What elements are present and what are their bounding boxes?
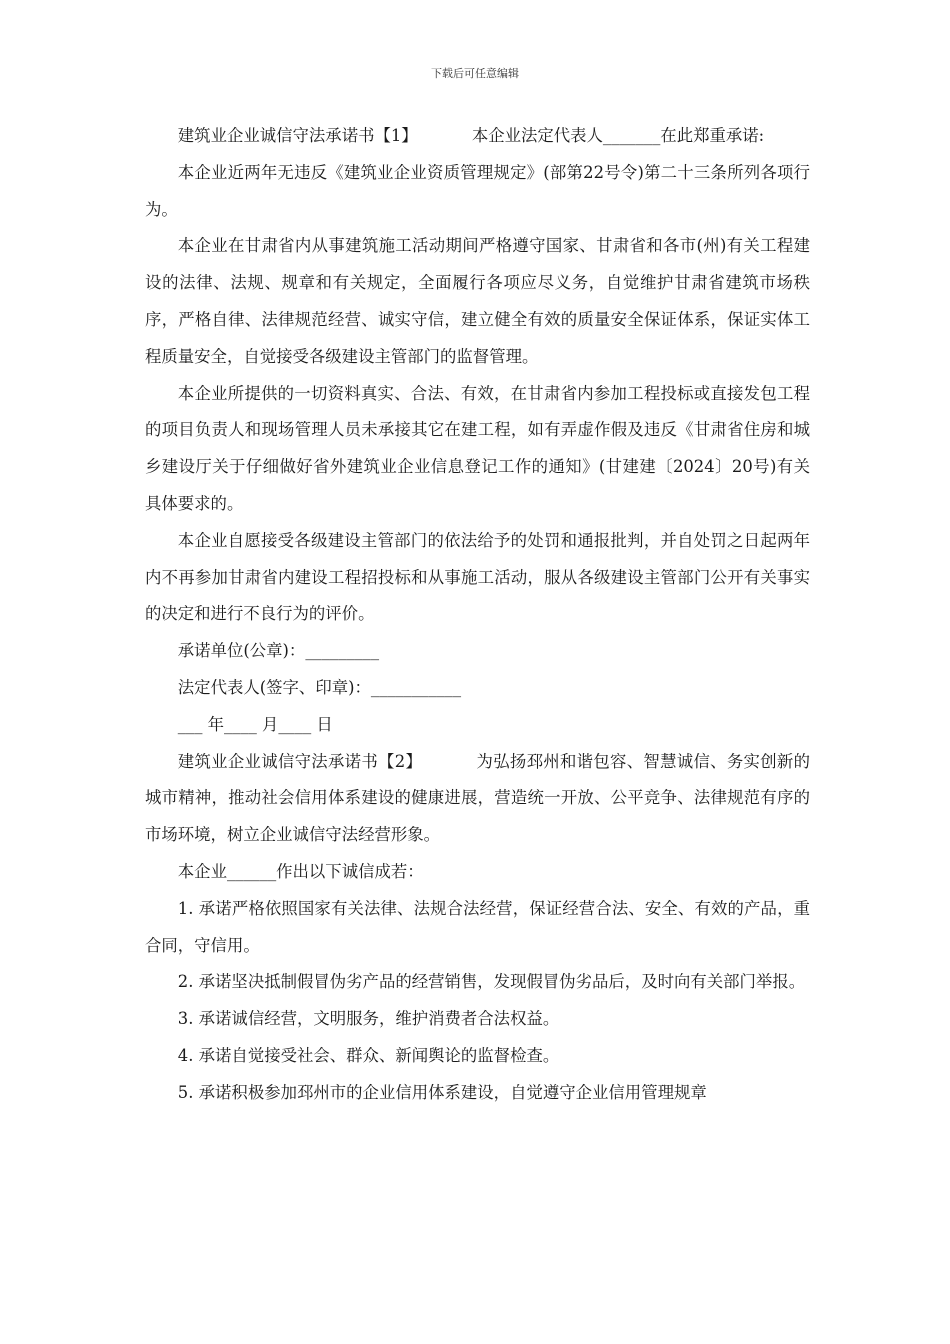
paragraph-1-text: 本企业法定代表人_______在此郑重承诺: [471, 126, 765, 145]
page-header-note: 下载后可任意编辑 [431, 67, 519, 80]
list-item-3: 3. 承诺诚信经营，文明服务，维护消费者合法权益。 [177, 1009, 560, 1029]
list-item-4: 4. 承诺自觉接受社会、群众、新闻舆论的监督检查。 [177, 1045, 560, 1065]
paragraph-4: 本企业所提供的一切资料真实、合法、有效，在甘肃省内参加工程投标或直接发包工程的项目负责人和现场管理人员未承接其它在建工程，如有弄虚作假及违反《甘肃省住房和城乡建设厅关于仔细做好省外建筑业企业信息登记工作的通知》(甘建建〔2024〕20号)有关具体要求的。 [145, 383, 810, 513]
paragraph-6-text: 为弘扬邳州和谐包容、智慧诚信、务实创新的城市精神，推动社会信用体系建设的健康进展，营造统一开放、公平竞争、法律规范有序的市场环境，树立企业诚信守法经营形象。 [145, 751, 810, 845]
paragraph-1 [145, 118, 810, 155]
list-item-5: 5. 承诺积极参加邳州市的企业信用体系建设，自觉遵守企业信用管理规章 [177, 1082, 707, 1102]
signature-unit-line: 承诺单位(公章)：_________ [177, 641, 380, 661]
list-item-2: 2. 承诺坚决抵制假冒伪劣产品的经营销售，发现假冒伪劣品后，及时向有关部门举报。 [177, 972, 806, 992]
paragraph-5: 本企业自愿接受各级建设主管部门的依法给予的处罚和通报批判，并自处罚之日起两年内不再参加甘肃省内建设工程招投标和从事施工活动，服从各级建设主管部门公开有关事实的决定和进行不良行为的评价。 [145, 530, 810, 624]
paragraph-7: 本企业______作出以下诚信成若： [177, 861, 424, 881]
signature-date-line: ___ 年____ 月____ 日 [177, 714, 333, 734]
document-body [145, 118, 810, 1112]
paragraph-3: 本企业在甘肃省内从事建筑施工活动期间严格遵守国家、甘肃省和各市(州)有关工程建设的法律、法规、规章和有关规定，全面履行各项应尽义务，自觉维护甘肃省建筑市场秩序，严格自律、法律规范经营、诚实守信，建立健全有效的质量安全保证体系，保证实体工程质量安全，自觉接受各级建设主管部门的监督管理。 [145, 236, 810, 366]
section-title-2: 建筑业企业诚信守法承诺书【2】 [177, 751, 423, 771]
signature-representative-line: 法定代表人(签字、印章)：___________ [177, 677, 462, 697]
paragraph-2: 本企业近两年无违反《建筑业企业资质管理规定》(部第22号令)第二十三条所列各项行为。 [145, 162, 810, 219]
section-title-1: 建筑业企业诚信守法承诺书【1】 [177, 126, 418, 145]
list-item-1: 1. 承诺严格依照国家有关法律、法规合法经营，保证经营合法、安全、有效的产品，重合同，守信用。 [145, 898, 810, 955]
paragraph-6 [145, 744, 810, 854]
